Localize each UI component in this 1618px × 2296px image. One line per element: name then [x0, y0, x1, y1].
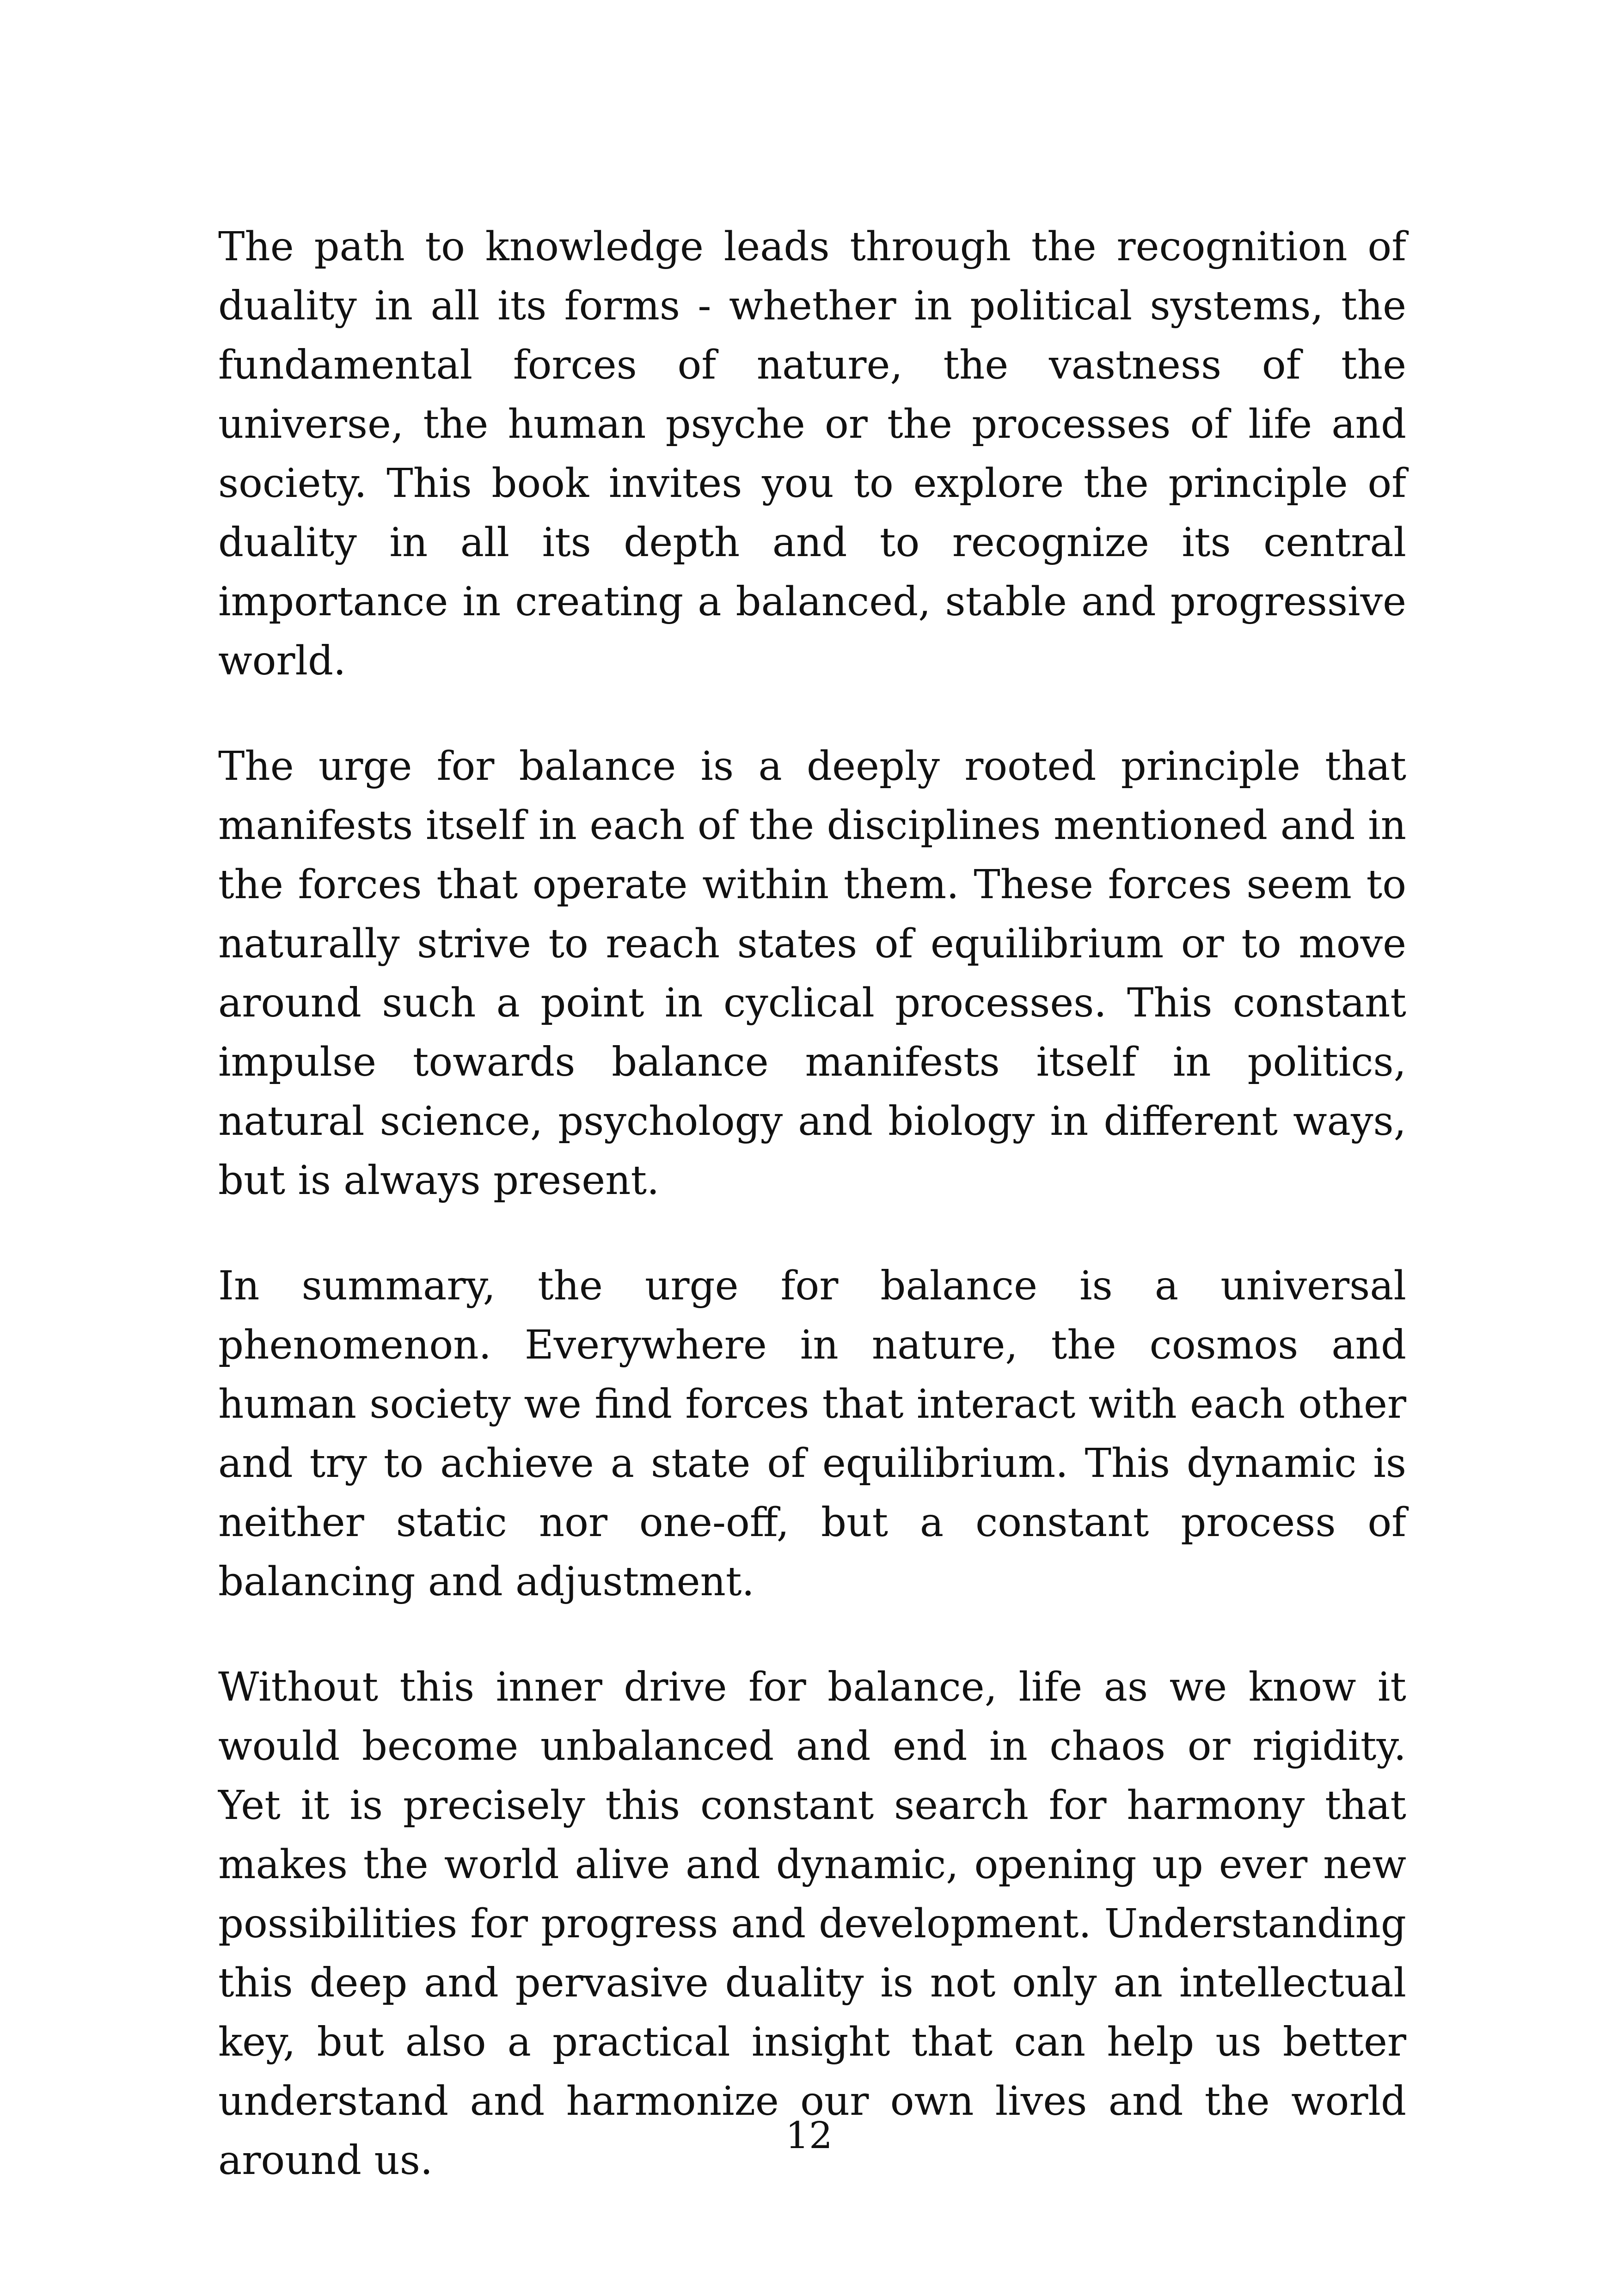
paragraph-2: The urge for balance is a deeply rooted principle that manifests itself in each of the disciplines mentioned and in the forces that operate within them. These forces seem to naturally strive to reach states of equilibrium or to move around such a point in cyclical processes. This constant impulse towards balance manifests itself in politics, natural science, psychology and biology in different ways, but is always present. — [218, 743, 1406, 1204]
page-number: 12 — [785, 2114, 833, 2157]
paragraph-3: In summary, the urge for balance is a universal phenomenon. Everywhere in nature, the cosmos and human society we find forces that interact with each other and try to achieve a state of equilibrium. This dynamic is neither static nor one-off, but a constant process of balancing and adjustment. — [218, 1263, 1406, 1605]
paragraph-4: Without this inner drive for balance, life as we know it would become unbalanced and end in chaos or rigidity. Yet it is precisely this constant search for harmony that makes the world alive and dynamic, opening up ever new possibilities for progress and development. Understanding this deep and pervasive duality is not only an intellectual key, but also a practical insight that can help us better understand and harmonize our own lives and the world around us. — [218, 1664, 1406, 2184]
body-text — [218, 217, 1406, 2236]
paragraph-1: The path to knowledge leads through the recognition of duality in all its forms - whether in political systems, the fundamental forces of nature, the vastness of the universe, the human psyche or the processes of life and society. This book invites you to explore the principle of duality in all its depth and to recognize its central importance in creating a balanced, stable and progressive world. — [218, 224, 1406, 684]
